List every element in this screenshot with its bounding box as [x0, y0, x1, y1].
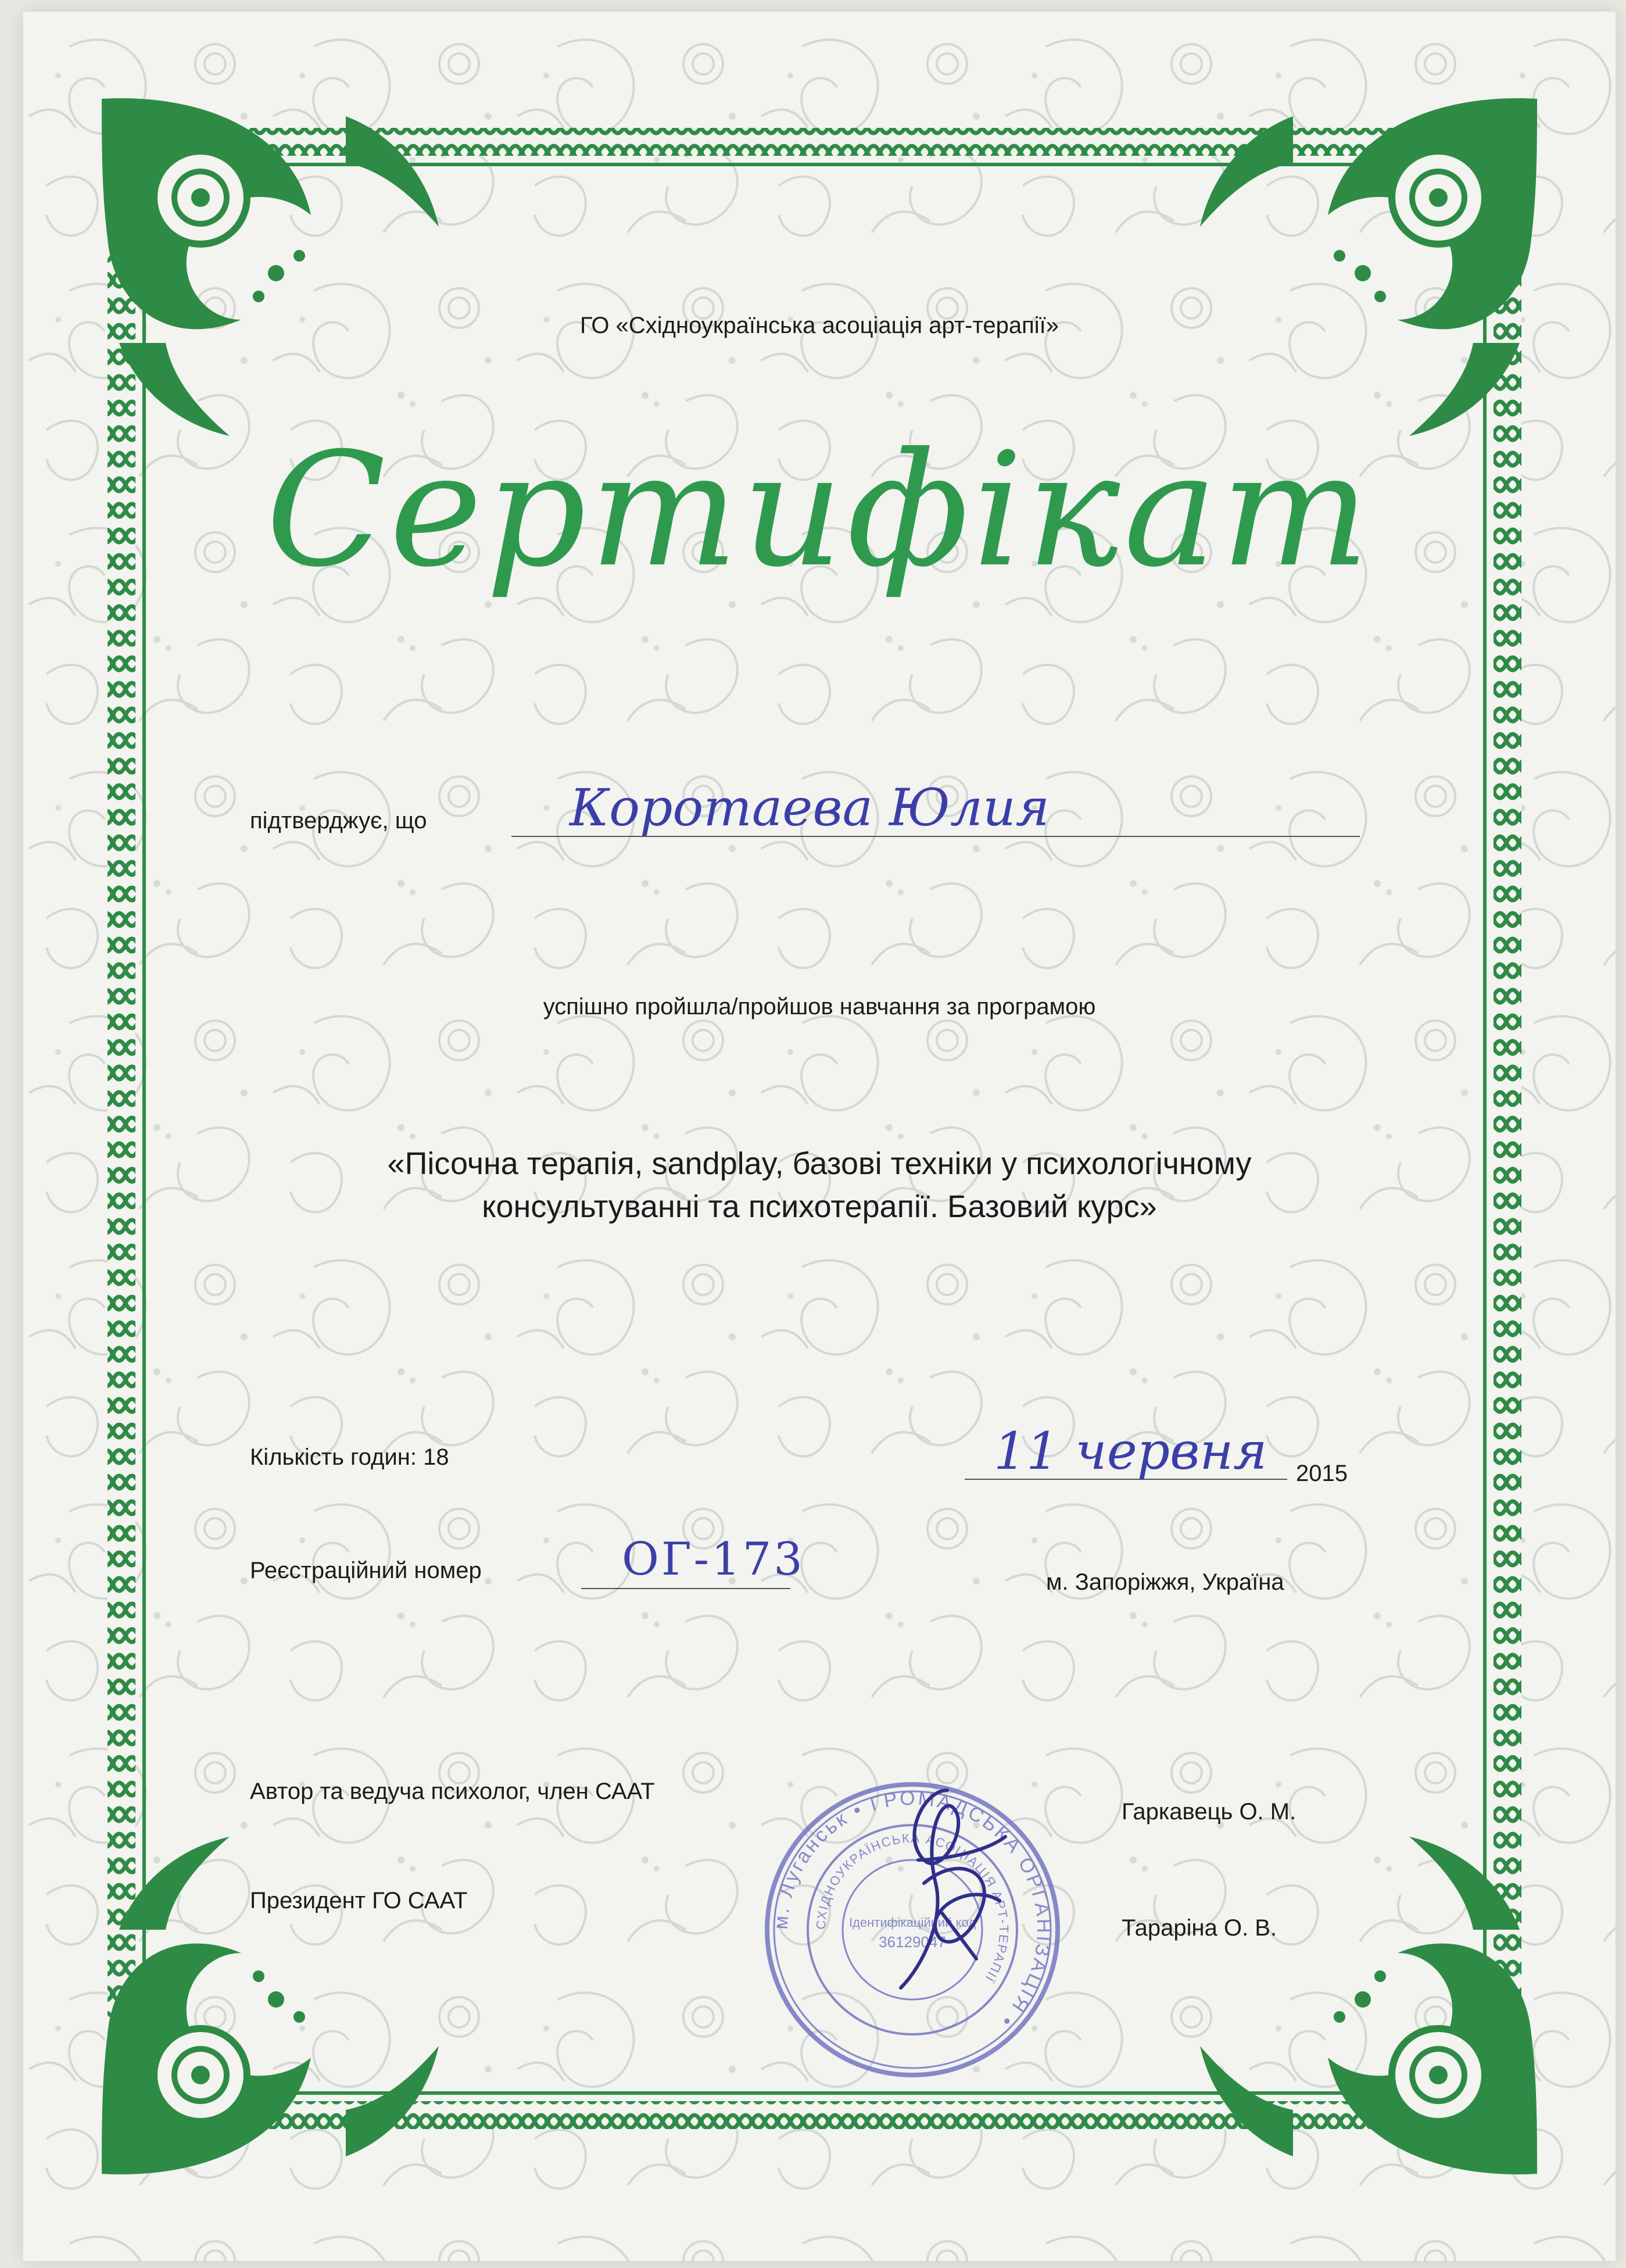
date-handwritten: 11 червня [994, 1421, 1267, 1481]
location: м. Запоріжжя, Україна [1046, 1569, 1284, 1595]
corner-ornament-top-right [1200, 98, 1537, 436]
completed-label: успішно пройшла/пройшов навчання за програмою [543, 994, 1096, 1019]
official-stamp [750, 1767, 1075, 2092]
registration-number: ОГ-173 [622, 1533, 805, 1586]
stamp-inner-text: СХІДНОУКРАЇНСЬКА АСОЦІАЦІЯ АРТ-ТЕРАПІЇ [813, 1830, 1012, 1986]
stamp-code-label: Ідентифікаційний код [848, 1915, 976, 1930]
program-title [23, 1142, 1616, 1228]
stamp-code: 36129047 [879, 1933, 946, 1951]
certificate-page [23, 12, 1616, 2261]
year: 2015 [1296, 1461, 1348, 1486]
president-name: Таpаріна О. В. [1122, 1915, 1277, 1941]
confirms-label: підтверджує, що [250, 808, 427, 833]
registration-underline [581, 1588, 790, 1589]
author-name: Гаркавець О. М. [1122, 1799, 1296, 1825]
organization-name: ГО «Східноукраїнська асоціація арт-терапії» [580, 313, 1059, 338]
stamp-outer-text: м. Луганськ • ГРОМАДСЬКА ОРГАНІЗАЦІЯ • [769, 1787, 1055, 2033]
recipient-name: Коротаева Юлия [570, 778, 1050, 838]
author-role: Автор та ведуча психолог, член СААТ [250, 1779, 655, 1804]
hours-label: Кількість годин: 18 [250, 1444, 449, 1470]
corner-ornament-bottom-right [1200, 1837, 1537, 2174]
registration-label: Реєстраційний номер [250, 1558, 482, 1583]
president-role: Президент ГО СААТ [250, 1888, 468, 1913]
program-title-line-1: «Пісочна терапія, sandplay, базові техніки у психологічному [387, 1146, 1252, 1181]
corner-ornament-top-left [102, 98, 439, 436]
program-title-line-2: консультуванні та психотерапії. Базовий курс» [482, 1189, 1157, 1224]
certificate-title: Сертифікат [266, 418, 1373, 602]
